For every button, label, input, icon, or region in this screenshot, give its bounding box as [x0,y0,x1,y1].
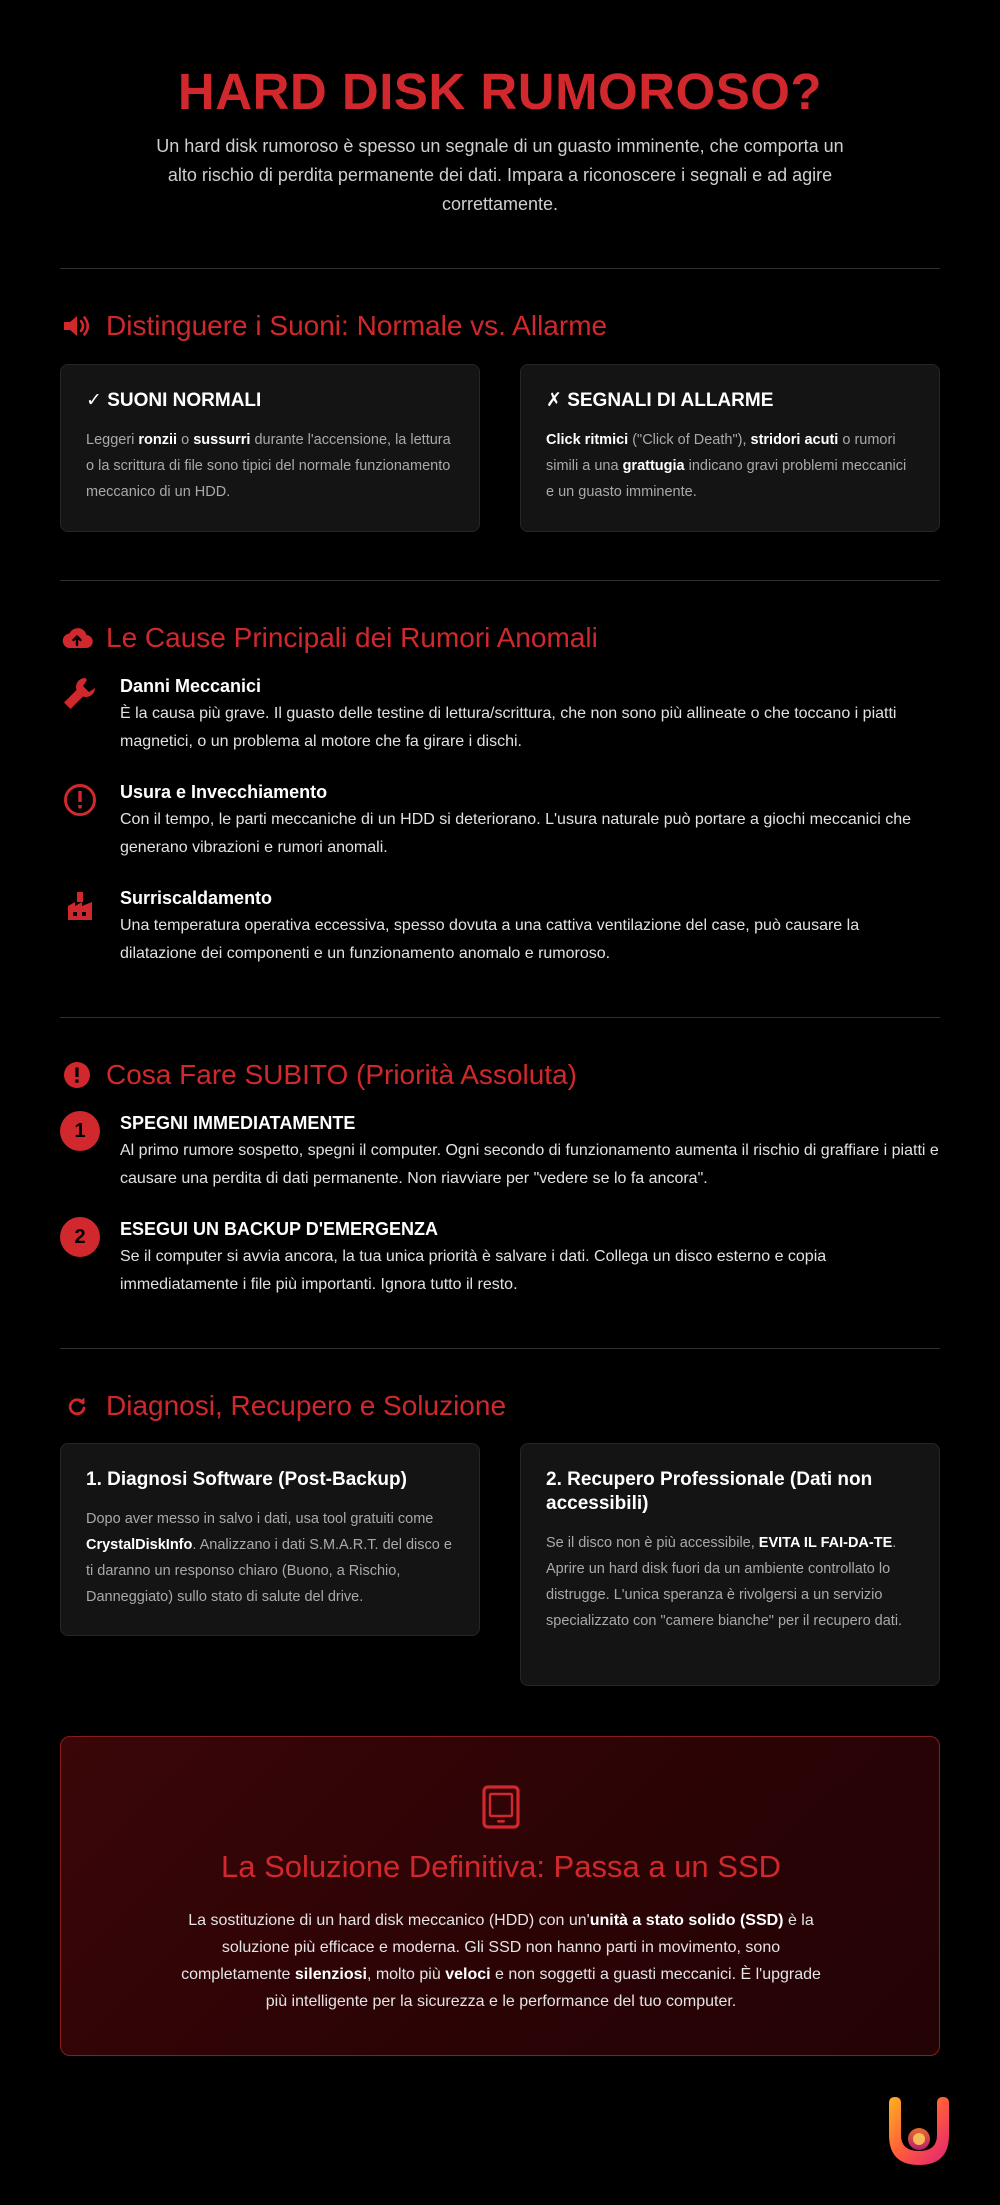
professional-recovery-text: Se il disco non è più accessibile, EVITA IL FAI-DA-TE. Aprire un hard disk fuori da un ambiente controllato lo distrugge. L'unica speranza è rivolgersi a un servizio specializzato con "camere bianche" per il recupero dati. [546,1535,903,1629]
section-causes-title: Le Cause Principali dei Rumori Anomali [106,622,598,653]
alert-circle-icon [60,780,100,820]
step-desc: Se il computer si avvia ancora, la tua unica priorità è salvare i dati. Collega un disco esterno e copia immediatamente i file più importanti. Ignora tutto il resto. [120,1248,827,1293]
section-sounds-heading [60,306,607,346]
professional-recovery-card [520,1443,940,1686]
refresh-icon [60,1389,94,1423]
cause-item [60,674,940,764]
normal-sounds-card [60,364,480,532]
ssd-solution-text: La sostituzione di un hard disk meccanico (HDD) con un'unità a stato solido (SSD) è la soluzione più efficace e moderna. Gli SSD non hanno parti in movimento, sono completamente silenziosi, molto più veloci e non soggetti a guasti meccanici. È l'upgrade più intelligente per la sicurezza e le performance del tuo computer. [181,1912,821,2010]
software-diagnosis-card [60,1443,480,1636]
normal-sounds-text: Leggeri ronzii o sussurri durante l'accensione, la lettura o la scrittura di file sono tipici del normale funzionamento meccanico di un HDD. [86,432,451,500]
cause-item [60,886,940,976]
action-step [60,1111,940,1201]
cause-title: Danni Meccanici [120,676,262,696]
divider [60,268,940,269]
divider [60,1017,940,1018]
tablet-icon [473,1779,529,1835]
wrench-icon [60,674,100,714]
software-diagnosis-text: Dopo aver messo in salvo i dati, usa tool gratuiti come CrystalDiskInfo. Analizzano i dati S.M.A.R.T. del disco e ti daranno un responso chiaro (Buono, a Rischio, Danneggiato) sullo stato di salute del drive. [86,1511,452,1605]
factory-icon [60,886,100,926]
cause-desc: Con il tempo, le parti meccaniche di un HDD si deteriorano. L'usura naturale può portare a giochi meccanici che generano vibrazioni e rumori anomali. [120,811,912,856]
section-actions-heading [60,1055,577,1095]
section-diagnosis-heading [60,1386,506,1426]
software-diagnosis-title: 1. Diagnosi Software (Post-Backup) [86,1469,407,1490]
step-desc: Al primo rumore sospetto, spegni il computer. Ogni secondo di funzionamento aumenta il rischio di graffiare i piatti e causare una perdita di dati permanente. Non riavviare per "vedere se lo fa ancora". [120,1142,939,1187]
step-title: SPEGNI IMMEDIATAMENTE [120,1113,356,1133]
cloud-upload-icon [60,621,94,655]
section-sounds-title: Distinguere i Suoni: Normale vs. Allarme [106,310,608,341]
divider [60,580,940,581]
cause-desc: Una temperatura operativa eccessiva, spesso dovuta a una cattiva ventilazione del case, può causare la dilatazione dei componenti e un funzionamento anomalo e rumoroso. [120,917,860,962]
page-title: HARD DISK RUMOROSO? [177,63,823,120]
alert-filled-icon [60,1058,94,1092]
alarm-signals-text: Click ritmici ("Click of Death"), stridori acuti o rumori simili a una grattugia indicano gravi problemi meccanici e un guasto imminente. [546,432,907,500]
section-actions-title: Cosa Fare SUBITO (Priorità Assoluta) [106,1059,577,1090]
cause-title: Surriscaldamento [120,888,273,908]
cause-item [60,780,940,870]
step-number-badge: 2 [60,1217,100,1257]
divider [60,1348,940,1349]
page-subtitle: Un hard disk rumoroso è spesso un segnale di un guasto imminente, che comporta un alto rischio di perdita permanente dei dati. Impara a riconoscere i segnali e ad agire correttamente. [156,136,844,214]
ssd-solution-callout [60,1736,940,2056]
cause-title: Usura e Invecchiamento [120,782,328,802]
alarm-signals-title: ✗ SEGNALI DI ALLARME [546,390,774,411]
normal-sounds-title: ✓ SUONI NORMALI [86,390,262,411]
section-causes-heading [60,618,598,658]
step-title: ESEGUI UN BACKUP D'EMERGENZA [120,1219,438,1239]
ssd-solution-title: La Soluzione Definitiva: Passa a un SSD [220,1849,782,1884]
brand-logo-icon [885,2095,955,2167]
speaker-icon [60,309,94,343]
professional-recovery-title: 2. Recupero Professionale (Dati non accessibili) [546,1469,873,1514]
action-step [60,1217,940,1307]
step-number-badge: 1 [60,1111,100,1151]
alarm-signals-card [520,364,940,532]
section-diagnosis-title: Diagnosi, Recupero e Soluzione [106,1390,507,1421]
cause-desc: È la causa più grave. Il guasto delle testine di lettura/scrittura, che non sono più allineate o che toccano i piatti magnetici, o un problema al motore che fa girare i dischi. [120,705,897,750]
